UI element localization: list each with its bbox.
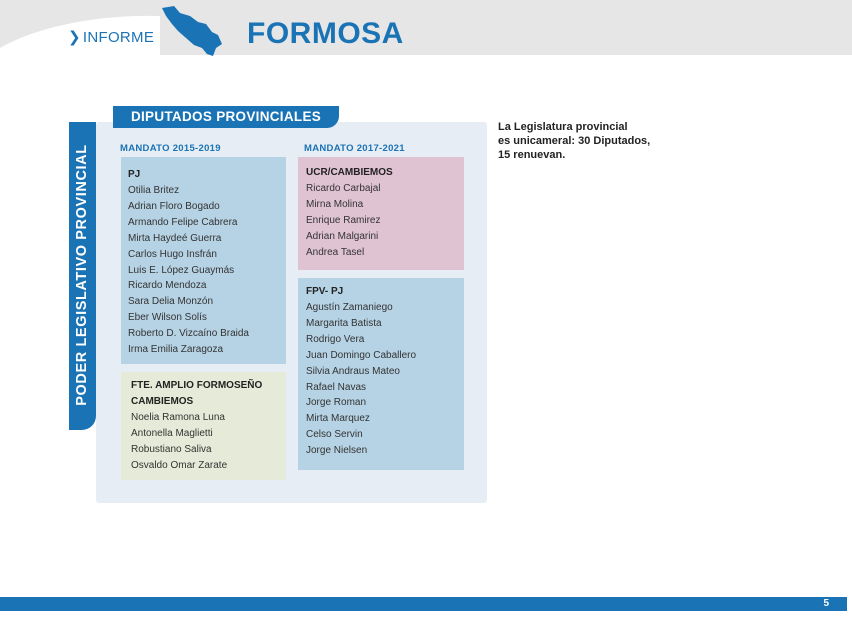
member-name: Jorge Nielsen	[306, 445, 368, 457]
section-label	[68, 28, 154, 46]
member-name: Sara Delia Monzón	[128, 296, 214, 308]
member-name: Irma Emilia Zaragoza	[128, 344, 224, 356]
member-name: Adrian Floro Bogado	[128, 200, 220, 212]
member-name: Antonella Maglietti	[131, 427, 213, 439]
note-line: es unicameral: 30 Diputados,	[498, 135, 651, 147]
member-name: Margarita Batista	[306, 317, 382, 329]
page-number: 5	[823, 598, 829, 609]
party-box-ucr-cambiemos	[298, 157, 464, 270]
party-name: UCR/CAMBIEMOS	[306, 167, 393, 178]
party-name-line1: FTE. AMPLIO FORMOSEÑO	[131, 380, 263, 391]
member-name: Jorge Roman	[306, 397, 367, 409]
chevron-right-icon: ❯	[68, 29, 81, 46]
party-name: FPV- PJ	[306, 286, 344, 297]
member-name: Eber Wilson Solís	[128, 312, 207, 324]
member-name: Noelia Ramona Luna	[131, 412, 225, 423]
member-name: Osvaldo Omar Zarate	[131, 459, 228, 471]
party-box-fpv-pj	[298, 278, 464, 470]
member-name: Carlos Hugo Insfrán	[128, 248, 217, 260]
member-name: Rafael Navas	[306, 381, 367, 393]
member-name: Agustín Zamaniego	[306, 302, 393, 313]
member-name: Adrian Malgarini	[306, 230, 379, 242]
mandate-label-2015-2019: MANDATO 2015-2019	[120, 143, 221, 154]
member-name: Silvia Andraus Mateo	[306, 365, 400, 377]
member-name: Roberto D. Vizcaíno Braida	[128, 328, 249, 340]
member-name: Rodrigo Vera	[306, 333, 365, 345]
mandate-label-2017-2021: MANDATO 2017-2021	[304, 143, 405, 154]
legislature-note	[498, 120, 698, 162]
member-name: Mirta Marquez	[306, 413, 370, 425]
member-name: Ricardo Mendoza	[128, 280, 207, 292]
member-name: Otilia Britez	[128, 185, 180, 196]
member-name: Andrea Tasel	[306, 246, 365, 258]
formosa-map-icon	[160, 4, 240, 60]
member-name: Mirta Haydeé Guerra	[128, 232, 222, 244]
member-name: Robustiano Saliva	[131, 443, 212, 455]
party-name: PJ	[128, 169, 141, 180]
party-name-line2: CAMBIEMOS	[131, 396, 194, 407]
footer-bar	[0, 597, 847, 611]
member-name: Juan Domingo Caballero	[306, 349, 417, 361]
party-box-pj	[121, 157, 286, 364]
note-line: 15 renuevan.	[498, 149, 566, 161]
member-name: Celso Servin	[306, 429, 363, 441]
panel-title: DIPUTADOS PROVINCIALES	[113, 106, 339, 128]
province-title: FORMOSA	[247, 17, 404, 50]
section-label-text: INFORME	[82, 29, 155, 46]
member-name: Enrique Ramirez	[306, 214, 381, 226]
note-line: La Legislatura provincial	[498, 121, 628, 133]
member-name: Ricardo Carbajal	[306, 183, 381, 194]
member-name: Mirna Molina	[306, 198, 364, 210]
vertical-section-label: PODER LEGISLATIVO PROVINCIAL	[74, 144, 90, 406]
member-name: Luis E. López Guaymás	[128, 264, 235, 276]
party-box-fte-amplio	[121, 372, 286, 480]
member-name: Armando Felipe Cabrera	[128, 216, 238, 228]
